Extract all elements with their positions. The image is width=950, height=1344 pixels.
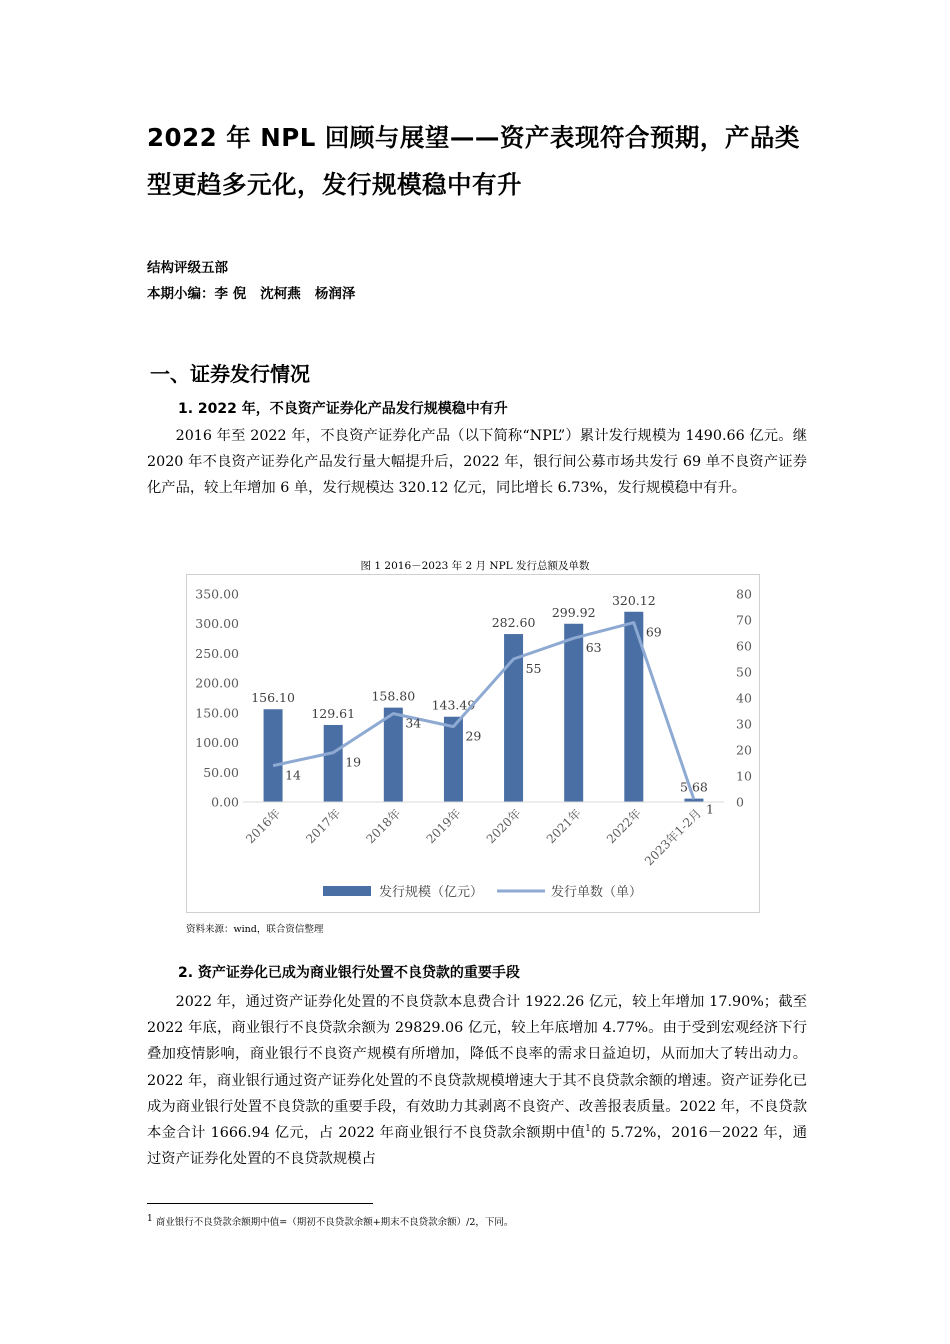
left-axis-tick: 50.00 xyxy=(203,764,239,780)
x-axis-label: 2018年 xyxy=(363,806,404,847)
line-value-label: 1 xyxy=(705,801,714,817)
bar-value-label: 282.60 xyxy=(491,615,536,631)
x-axis-label: 2023年1-2月 xyxy=(641,806,705,869)
x-axis-label: 2022年 xyxy=(603,806,644,847)
legend-bar-label: 发行规模（亿元） xyxy=(379,885,484,900)
paragraph-1-text: 2016 年至 2022 年，不良资产证券化产品（以下简称“NPL”）累计发行规模为 1490.66 亿元。继 2020 年不良资产证券化产品发行量大幅提升后，2022 年，银行间公募市场共发行 69 单不良资产证券化产品，较上年增加 6 单，发行规模达 320.12 亿元，同比增长 6.73%，发行规模稳中有升。 xyxy=(147,428,807,497)
bar-value-label: 299.92 xyxy=(551,604,596,620)
paragraph-1 xyxy=(147,423,807,502)
right-axis-tick: 0 xyxy=(736,794,744,810)
footnote-divider xyxy=(147,1203,373,1204)
footnote-text: 商业银行不良贷款余额期中值=（期初不良贷款余额+期末不良贷款余额）/2，下同。 xyxy=(155,1217,514,1228)
footnote-ref[interactable]: 1 xyxy=(585,1124,591,1135)
paragraph-2 xyxy=(147,989,807,1172)
line-value-label: 14 xyxy=(285,767,301,783)
section-heading: 一、证券发行情况 xyxy=(150,362,310,386)
bar xyxy=(324,725,343,802)
bar-value-label: 156.10 xyxy=(251,690,295,706)
paragraph-2-text: 2022 年，通过资产证券化处置的不良贷款本息费合计 1922.26 亿元，较上年增加 17.90%；截至 2022 年底，商业银行不良贷款余额为 29829.06 亿元，较上年底增加 4.77%。由于受到宏观经济下行叠加疫情影响，商业银行不良资产规模有所增加，降低不良率的需求日益迫切，从而加大了转出动力。2022 年，商业银行通过资产证券化处置的不良贷款规模增速大于其不良贷款余额的增速。资产证券化已成为商业银行处置不良贷款的重要手段，有效助力其剥离不良资产、改善报表质量。2022 年，不良贷款本金合计 1666.94 亿元，占 2022 年商业银行不良贷款余额期中值 xyxy=(147,994,807,1142)
x-axis-label: 2017年 xyxy=(303,806,344,847)
right-axis-tick: 80 xyxy=(736,586,752,602)
footnote xyxy=(147,1214,513,1228)
bar-value-label: 320.12 xyxy=(611,592,656,608)
figure-caption: 图 1 2016－2023 年 2 月 NPL 发行总额及单数 xyxy=(360,560,590,572)
left-axis-tick: 0.00 xyxy=(211,794,239,810)
left-axis-tick: 300.00 xyxy=(195,616,239,632)
chart-frame xyxy=(186,574,760,913)
bar xyxy=(384,708,403,802)
x-axis-label: 2020年 xyxy=(483,806,524,847)
right-axis-tick: 20 xyxy=(736,742,752,758)
bar xyxy=(564,624,583,802)
right-axis-tick: 70 xyxy=(736,612,752,628)
page-title: 2022 年 NPL 回顾与展望——资产表现符合预期，产品类型更趋多元化，发行规模稳中有升 xyxy=(147,123,800,199)
x-axis-label: 2021年 xyxy=(543,806,584,847)
line-value-label: 69 xyxy=(645,624,662,640)
npl-issuance-chart xyxy=(187,575,759,912)
paragraph-2-continued: 的 5.72%，2016－2022 年，通过资产证券化处置的不良贷款规模占 xyxy=(147,1125,808,1168)
right-axis-tick: 40 xyxy=(736,690,752,706)
x-axis-label: 2016年 xyxy=(243,806,284,847)
figure-source: 资料来源：wind，联合资信整理 xyxy=(186,924,324,935)
subsection-heading-1: 1. 2022 年，不良资产证券化产品发行规模稳中有升 xyxy=(178,401,508,417)
bar xyxy=(264,709,283,802)
line-value-label: 63 xyxy=(585,640,602,656)
left-axis-tick: 350.00 xyxy=(195,586,239,602)
subsection-heading-2: 2. 资产证券化已成为商业银行处置不良贷款的重要手段 xyxy=(178,965,520,981)
right-axis-tick: 50 xyxy=(736,664,752,680)
footnote-number: 1 xyxy=(147,1213,153,1224)
right-axis-tick: 60 xyxy=(736,638,752,654)
editors: 本期小编：李 倪 沈柯燕 杨润泽 xyxy=(147,286,356,302)
chart-legend xyxy=(323,884,642,900)
legend-bar-swatch xyxy=(323,886,371,896)
bar-value-label: 158.80 xyxy=(371,688,416,704)
line-value-label: 29 xyxy=(465,728,482,744)
left-axis-tick: 250.00 xyxy=(195,645,239,661)
bar-value-label: 129.61 xyxy=(311,705,356,721)
x-axis-label: 2019年 xyxy=(423,806,464,847)
bar-value-label: 5.68 xyxy=(680,779,708,795)
line-value-label: 19 xyxy=(345,754,362,770)
line-value-label: 34 xyxy=(405,715,422,731)
bar xyxy=(444,717,463,802)
left-axis-tick: 150.00 xyxy=(195,705,239,721)
department: 结构评级五部 xyxy=(147,260,228,276)
line-value-label: 55 xyxy=(525,661,542,676)
right-axis-tick: 30 xyxy=(736,716,752,732)
legend-line-label: 发行单数（单） xyxy=(551,885,643,900)
bar-value-label: 143.49 xyxy=(431,697,476,713)
left-axis-tick: 200.00 xyxy=(195,675,239,691)
right-axis-tick: 10 xyxy=(736,768,752,784)
left-axis-tick: 100.00 xyxy=(195,735,239,751)
